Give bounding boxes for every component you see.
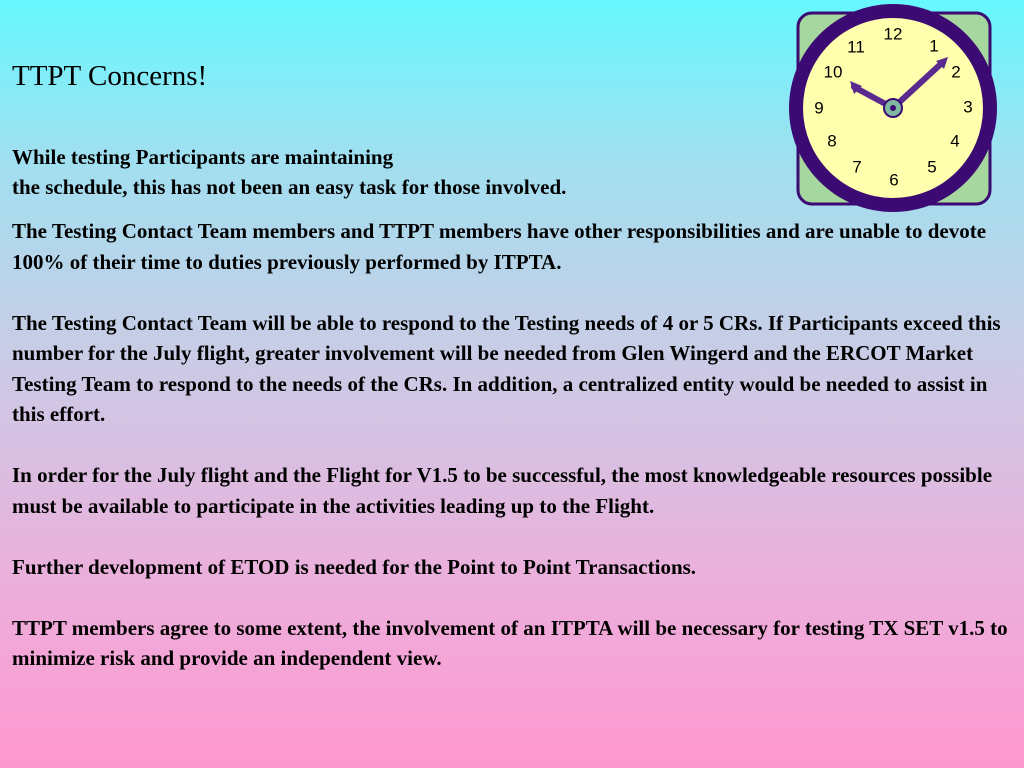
paragraph-testing-capacity: The Testing Contact Team will be able to respond to the Testing needs of 4 or 5 CRs. If Participants exceed this number for the July flight, greater involvement will be needed from Glen Wingerd and the ERCOT Market Testing Team to respond to the needs of the CRs. In addition, a centralized entity would be needed to assist in this effort. [12,310,1001,426]
clock-number: 9 [814,98,824,118]
clock-number: 8 [827,131,837,151]
paragraph-flight-resources: In order for the July flight and the Flight for V1.5 to be successful, the most knowledgeable resources possible must be available to participate in the activities leading up to the Flight. [12,463,993,518]
intro-text [12,142,772,202]
paragraph-itpta: TTPT members agree to some extent, the involvement of an ITPTA will be necessary for testing TX SET v1.5 to minimize risk and provide an independent view. [12,615,1008,670]
clock-number: 4 [950,131,960,151]
paragraph-responsibilities: The Testing Contact Team members and TTPT members have other responsibilities and are unable to devote 100% of their time to duties previously performed by ITPTA. [12,219,987,274]
clock-number: 11 [847,37,865,57]
paragraph-etod: Further development of ETOD is needed for the Point to Point Transactions. [12,554,697,579]
clock-number: 2 [951,62,961,82]
clock-number: 3 [963,97,973,117]
intro-line: the schedule, this has not been an easy task for those involved. [12,175,567,199]
clock-number: 6 [889,170,899,190]
clock-number: 1 [929,36,939,56]
slide-body [12,216,1018,704]
slide-title: TTPT Concerns! [12,60,208,92]
intro-line: While testing Participants are maintaining [12,145,394,169]
clock-center-dot [890,105,896,111]
clock-number: 12 [883,24,903,44]
clock-number: 10 [823,62,843,82]
clock-number: 7 [852,157,862,177]
clock-number: 5 [927,157,937,177]
clock-icon [784,2,1000,216]
